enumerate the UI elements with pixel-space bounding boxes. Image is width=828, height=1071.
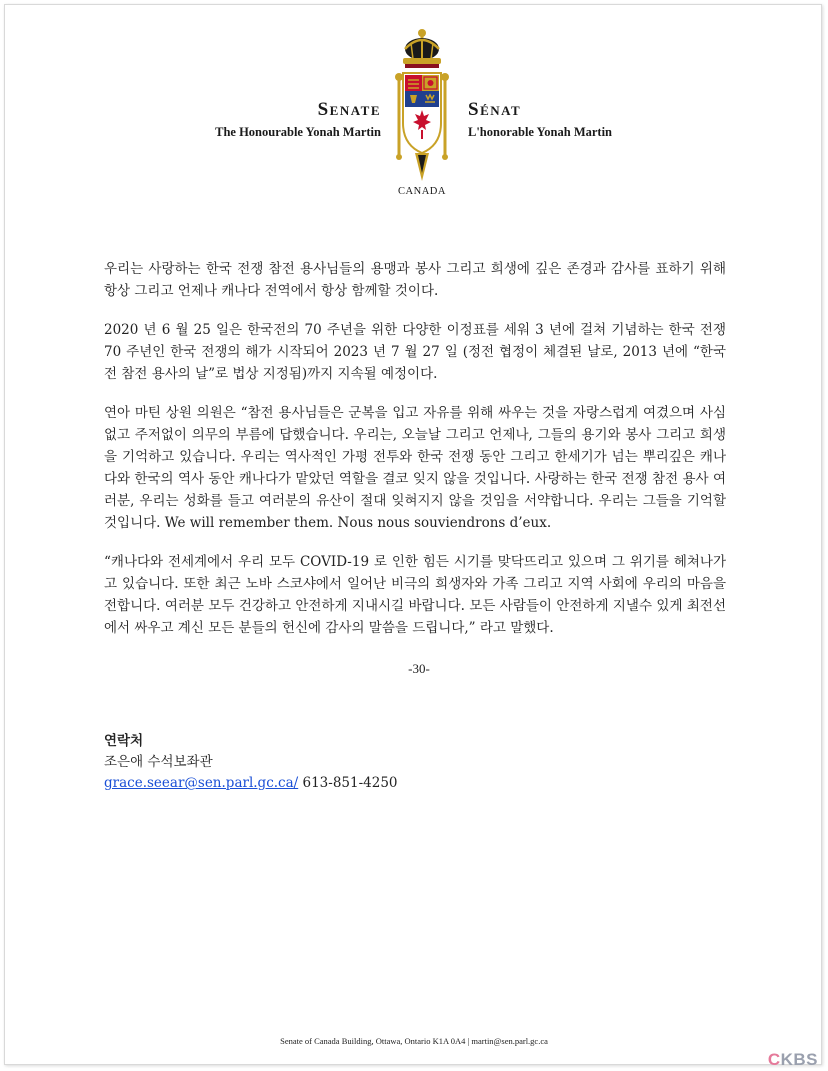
contact-line — [104, 773, 398, 794]
senator-name-fr: L'honorable Yonah Martin — [468, 125, 613, 139]
contact-name-title: 조은애 수석보좌관 — [104, 754, 213, 770]
senate-crest-logo — [393, 27, 451, 183]
footer-address: Senate of Canada Building, Ottawa, Ontario K1A 0A4 | martin@sen.parl.gc.ca — [280, 1036, 548, 1046]
body-paragraph: “캐나다와 전세계에서 우리 모두 COVID-19 로 인한 힘든 시기를 맞닥뜨리고 있으며 그 위기를 헤쳐나가고 있습니다. 또한 최근 노바 스코샤에서 일어난 비극의 희생자와 가족 그리고 지역 사회에 우리의 마음을 전합니다. 여러분 모두 건강하고 안전하게 지내시길 바랍니다. 모든 사람들이 안전하게 지낼수 있게 최전선에서 싸우고 계신 모든 분들의 헌신에 감사의 말씀을 드립니다,” 라고 말했다. — [104, 554, 726, 636]
senate-title-en: Senate — [317, 99, 381, 120]
watermark-rest: KBS — [780, 1050, 818, 1069]
watermark-first-letter: C — [767, 1050, 781, 1069]
end-marker: -30- — [408, 661, 430, 676]
contact-heading: 연락처 — [104, 733, 144, 749]
shield-icon — [403, 73, 441, 153]
document-body — [104, 258, 726, 656]
contact-block — [104, 731, 398, 794]
ckbs-watermark — [768, 1050, 818, 1070]
body-paragraph: 2020 년 6 월 25 일은 한국전의 70 주년을 위한 다양한 이정표를 세워 3 년에 걸쳐 기념하는 한국 전쟁 70 주년인 한국 전쟁의 해가 시작되어 2023 년 7 월 27 일 (정전 협정이 체결된 날로, 2013 년에 “한국전 참전 용사의 날”로 법상 지정됨)까지 지속될 예정이다. — [104, 322, 726, 382]
body-paragraph: 우리는 사랑하는 한국 전쟁 참전 용사님들의 용맹과 봉사 그리고 희생에 깊은 존경과 감사를 표하기 위해 항상 그리고 언제나 캐나다 전역에서 항상 함께할 것이다. — [104, 261, 726, 299]
header-left-block — [195, 99, 381, 140]
contact-phone: 613-851-4250 — [298, 775, 398, 791]
crown-icon — [403, 29, 441, 68]
contact-email-link[interactable]: grace.seear@sen.parl.gc.ca/ — [104, 775, 299, 791]
header-right-block — [468, 99, 638, 140]
country-label: CANADA — [398, 186, 446, 197]
senate-title-fr: Sénat — [468, 99, 522, 120]
senator-name-en: The Honourable Yonah Martin — [215, 125, 381, 139]
document-page — [4, 4, 822, 1065]
body-paragraph: 연아 마틴 상원 의원은 “참전 용사님들은 군복을 입고 자유를 위해 싸우는 것을 자랑스럽게 여겼으며 사심없고 주저없이 의무의 부름에 답했습니다. 우리는, 오늘날 그리고 언제나, 그들의 용기와 봉사 그리고 희생을 기억하고 있습니다. 우리는 역사적인 가평 전투와 한국 전쟁 동안 그리고 한세기가 넘는 뿌리깊은 캐나다와 한국의 역사 동안 캐나다가 맡았던 역할을 결코 잊지 않을 것입니다. 사랑하는 한국 전쟁 참전 용사 여러분, 우리는 성화를 들고 여러분의 유산이 절대 잊혀지지 않을 것임을 서약합니다. 우리는 그들을 기억할 것입니다. We will remember them. Nous nous souviendrons d’eux. — [104, 405, 726, 531]
